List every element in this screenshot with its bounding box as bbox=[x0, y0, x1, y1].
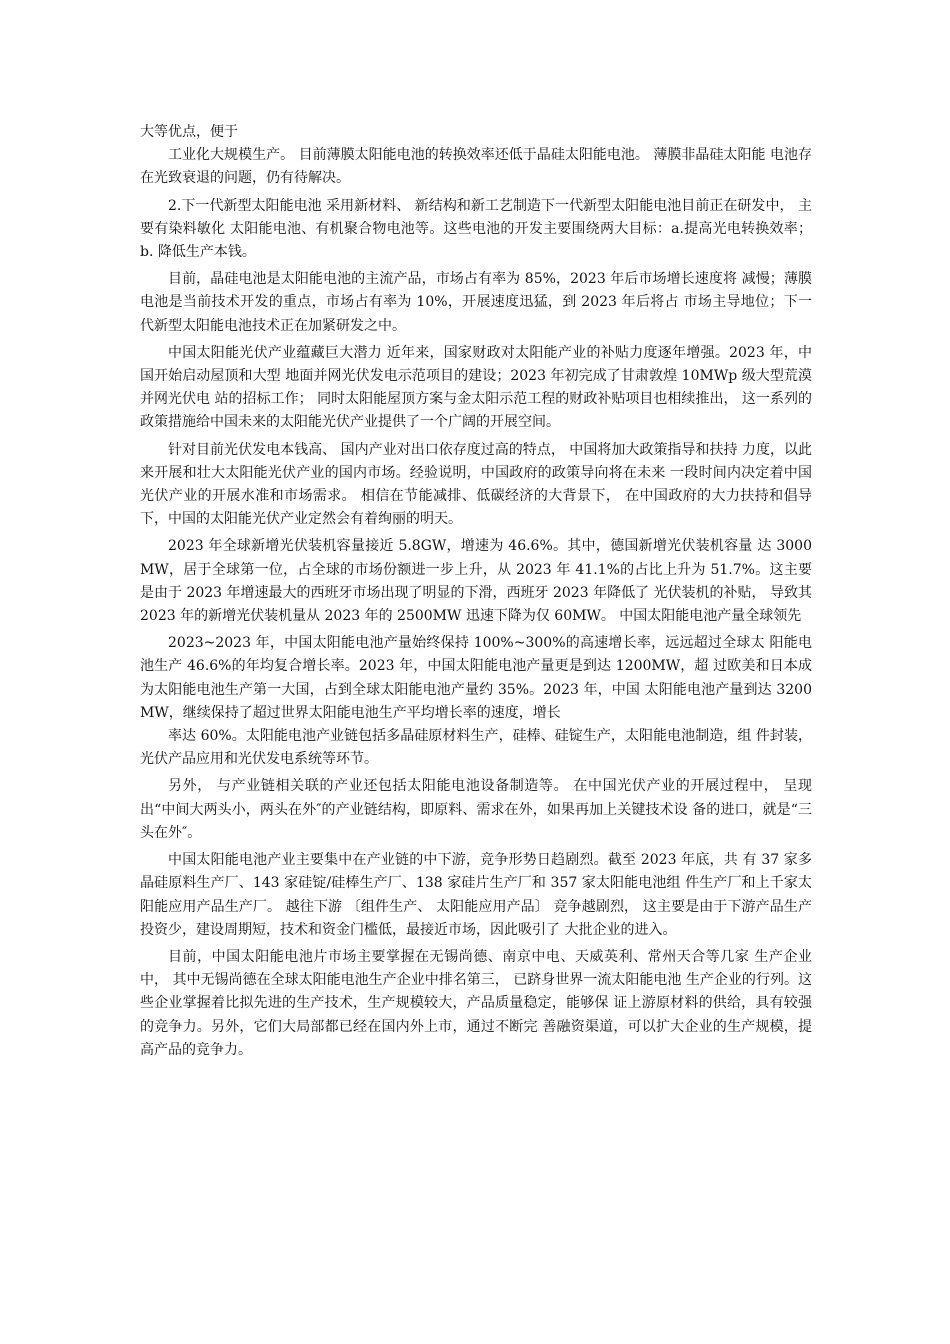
paragraph-1: 大等优点，便于 bbox=[140, 124, 238, 140]
document-body bbox=[140, 121, 812, 1062]
paragraph-8: 2023~2023 年，中国太阳能电池产量始终保持 100%~300%的高速增长率，远远超过全球太 阳能电池生产 46.6%的年均复合增长率。2023 年，中国太阳能电池产量更是到达 1200MW，超 过欧美和日本成为太阳能电池生产第一大国，占到全球太阳能电池产量约 35%。2023 年，中国 太阳能电池产量到达 3200MW，继续保持了超过世界太阳能电池生产平均增长率的速度，增长 bbox=[140, 635, 812, 721]
paragraph-2: 工业化大规模生产。 目前薄膜太阳能电池的转换效率还低于晶硅太阳能电池。 薄膜非晶硅太阳能 电池存在光致衰退的问题，仍有待解决。 bbox=[140, 147, 812, 187]
paragraph-9: 率达 60%。太阳能电池产业链包括多晶硅原材料生产，硅棒、硅锭生产，太阳能电池制造，组 件封装，光伏产品应用和光伏发电系统等环节。 bbox=[140, 728, 812, 768]
paragraph-7: 2023 年全球新增光伏装机容量接近 5.8GW，增速为 46.6%。其中，德国新增光伏装机容量 达 3000MW，居于全球第一位，占全球的市场份额进一步上升，从 2023 年 41.1%的占比上升为 51.7%。这主要是由于 2023 年增速最大的西班牙市场出现了明显的下滑，西班牙 2023 年降低了 光伏装机的补贴， 导致其 2023 年的新增光伏装机量从 2023 年的 2500MW 迅速下降为仅 60MW。 中国太阳能电池产量全球领先 bbox=[140, 538, 812, 625]
paragraph-11: 中国太阳能电池产业主要集中在产业链的中下游，竞争形势日趋剧烈。截至 2023 年底，共 有 37 家多晶硅原料生产厂、143 家硅锭/硅棒生产厂、138 家硅片生产厂和 357 家太阳能电池组 件生产厂和上千家太阳能应用产品生产厂。 越往下游 〔组件生产、 太阳能应用产品〕 竞争越剧烈， 这主要是由于下游产品生产投资少，建设周期短，技术和资金门槛低，最接近市场，因此吸引了 大批企业的进入。 bbox=[140, 852, 812, 938]
paragraph-10: 另外， 与产业链相关联的产业还包括太阳能电池设备制造等。 在中国光伏产业的开展过程中， 呈现出“中间大两头小，两头在外″的产业链结构，即原料、需求在外，如果再加上关键技术设 备的进口，就是“三头在外″。 bbox=[140, 778, 812, 841]
paragraph-3: 2.下一代新型太阳能电池 采用新材料、 新结构和新工艺制造下一代新型太阳能电池目前正在研发中， 主要有染料敏化 太阳能电池、有机聚合物电池等。这些电池的开发主要围绕两大目标：a.提高光电转换效率；b. 降低生产本钱。 bbox=[140, 197, 812, 261]
paragraph-6: 针对目前光伏发电本钱高、 国内产业对出口依存度过高的特点， 中国将加大政策指导和扶持 力度，以此来开展和壮大太阳能光伏产业的国内市场。经验说明，中国政府的政策导向将在未来 一段时间内决定着中国光伏产业的开展水准和市场需求。 相信在节能减排、低碳经济的大背景下， 在中国政府的大力扶持和倡导下，中国的太阳能光伏产业定然会有着绚丽的明天。 bbox=[140, 441, 812, 528]
paragraph-5: 中国太阳能光伏产业蕴藏巨大潜力 近年来，国家财政对太阳能产业的补贴力度逐年增强。2023 年，中国开始启动屋顶和大型 地面并网光伏发电示范项目的建设；2023 年初完成了甘肃敦煌 10MWp 级大型荒漠并网光伏电 站的招标工作； 同时太阳能屋顶方案与金太阳示范工程的财政补贴项目也相续推出， 这一系列的 政策措施给中国未来的太阳能光伏产业提供了一个广阔的开展空间。 bbox=[140, 344, 812, 431]
paragraph-12: 目前，中国太阳能电池片市场主要掌握在无锡尚德、南京中电、天威英利、常州天合等几家 生产企业中， 其中无锡尚德在全球太阳能电池生产企业中排名第三， 已跻身世界一流太阳能电池 生产企业的行列。这些企业掌握着比拟先进的生产技术，生产规模较大，产品质量稳定，能够保 证上游原材料的供给，具有较强的竞争力。另外，它们大局部都已经在国内外上市，通过不断完 善融资渠道，可以扩大企业的生产规模，提高产品的竞争力。 bbox=[140, 948, 812, 1058]
paragraph-4: 目前，晶硅电池是太阳能电池的主流产品，市场占有率为 85%，2023 年后市场增长速度将 减慢；薄膜电池是当前技术开发的重点，市场占有率为 10%，开展速度迅猛，到 2023 年后将占 市场主导地位；下一代新型太阳能电池技术正在加紧研发之中。 bbox=[140, 271, 812, 334]
